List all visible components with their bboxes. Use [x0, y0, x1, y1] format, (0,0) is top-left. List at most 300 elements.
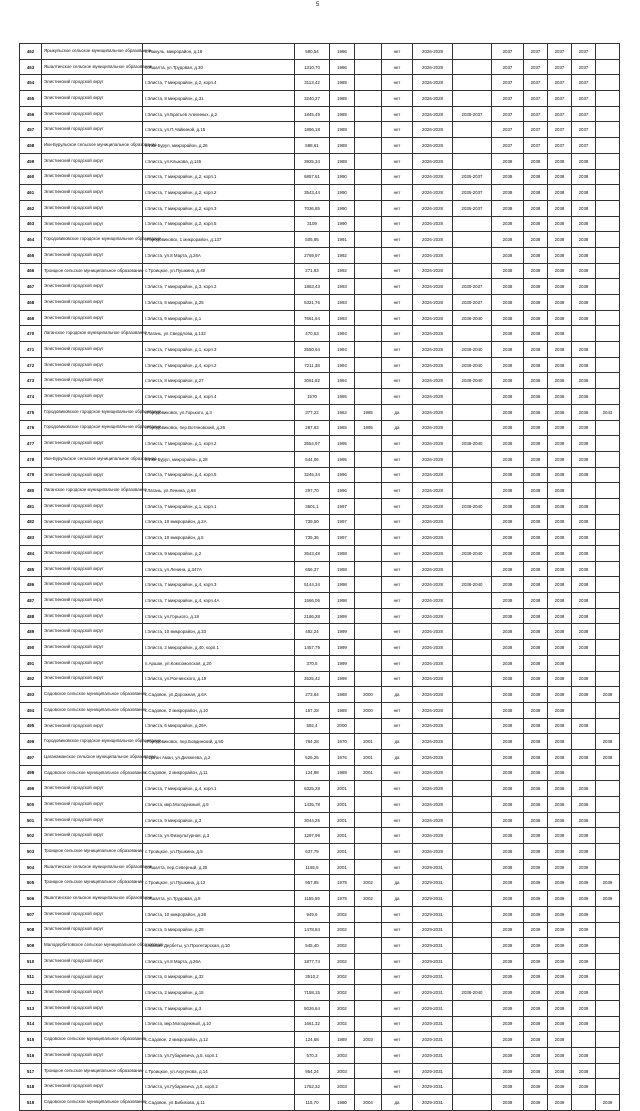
table-row [20, 326, 620, 342]
cell-repair-period: 2026-2028 [413, 263, 453, 279]
cell-work-year-5 [596, 844, 620, 860]
cell-row-number: 457 [20, 122, 42, 138]
cell-year-built: 1979 [330, 875, 355, 891]
cell-emergency-flag: нет [382, 546, 413, 562]
cell-work-year-2: 2038 [524, 765, 548, 781]
cell-repair-period: 2026-2028 [413, 687, 453, 703]
cell-address: с.Троицкое, ул.Пушкина, д.5 [143, 844, 295, 860]
cell-repeat-period [453, 263, 492, 279]
cell-work-year-3: 2038 [548, 389, 572, 405]
cell-repeat-period [453, 420, 492, 436]
cell-repeat-period [453, 781, 492, 797]
cell-repair-period: 2026-2028 [413, 326, 453, 342]
cell-municipality: Ики-Бурульское сельское муниципальное образование [42, 138, 143, 154]
cell-repeat-period [453, 232, 492, 248]
cell-repeat-period [453, 91, 492, 107]
cell-work-year-3: 2039 [548, 985, 572, 1001]
cell-work-year-3: 2037 [548, 91, 572, 107]
cell-emergency-flag: нет [382, 514, 413, 530]
cell-work-year-1: 2038 [492, 404, 524, 420]
cell-row-number: 507 [20, 906, 42, 922]
cell-work-year-5 [596, 1048, 620, 1064]
cell-year-reconstructed [355, 263, 382, 279]
cell-row-number: 463 [20, 216, 42, 232]
cell-year-reconstructed [355, 859, 382, 875]
cell-area: 1863,43 [295, 279, 330, 295]
cell-year-built: 1989 [330, 702, 355, 718]
cell-work-year-4: 2038 [572, 310, 596, 326]
cell-repeat-period [453, 247, 492, 263]
cell-work-year-4: 2039 [572, 1079, 596, 1095]
cell-repair-period: 2026-2028 [413, 59, 453, 75]
cell-address: г.Элиста, 10 микрорайон, д.38 [143, 906, 295, 922]
cell-address: г.Лагань, ул.Свердлова, д.132 [143, 326, 295, 342]
cell-work-year-4: 2038 [572, 373, 596, 389]
cell-work-year-3: 2039 [548, 1000, 572, 1016]
cell-year-built: 2003 [330, 1079, 355, 1095]
cell-emergency-flag: нет [382, 389, 413, 405]
cell-work-year-3: 2038 [548, 451, 572, 467]
cell-emergency-flag: нет [382, 436, 413, 452]
cell-address: г.Элиста, 7 микрорайон, д.4, корп.2 [143, 357, 295, 373]
cell-work-year-4: 2038 [572, 687, 596, 703]
cell-area: 377,22 [295, 404, 330, 420]
cell-area: 1896,18 [295, 122, 330, 138]
cell-year-built: 1992 [330, 263, 355, 279]
cell-work-year-1: 2039 [492, 1079, 524, 1095]
cell-year-built: 2000 [330, 718, 355, 734]
cell-address: г.Элиста, 7 микрорайон, д.3, корп.2 [143, 279, 295, 295]
cell-work-year-5: 2038 [596, 749, 620, 765]
cell-work-year-1: 2038 [492, 232, 524, 248]
table-row [20, 922, 620, 938]
cell-row-number: 498 [20, 765, 42, 781]
cell-work-year-4: 2038 [572, 200, 596, 216]
cell-work-year-3: 2038 [548, 624, 572, 640]
cell-area: 1297,99 [295, 828, 330, 844]
table-row [20, 389, 620, 405]
cell-year-reconstructed [355, 247, 382, 263]
cell-year-reconstructed [355, 608, 382, 624]
cell-year-reconstructed [355, 1079, 382, 1095]
cell-work-year-5 [596, 718, 620, 734]
cell-address: г.Элиста, 8 микрорайон, д.31 [143, 91, 295, 107]
cell-address: г.Элиста, ул.Горького, д.18 [143, 608, 295, 624]
cell-area: 954,24 [295, 1063, 330, 1079]
cell-work-year-5 [596, 577, 620, 593]
cell-year-reconstructed [355, 1000, 382, 1016]
cell-municipality: Элистинский городской округ [42, 357, 143, 373]
cell-work-year-2: 2038 [524, 655, 548, 671]
cell-area: 1478,84 [295, 922, 330, 938]
cell-work-year-1: 2039 [492, 891, 524, 907]
cell-work-year-3: 2037 [548, 122, 572, 138]
cell-work-year-1: 2038 [492, 828, 524, 844]
cell-emergency-flag: нет [382, 106, 413, 122]
cell-municipality: Троицкое сельское муниципальное образование [42, 1063, 143, 1079]
cell-work-year-3: 2039 [548, 1079, 572, 1095]
cell-emergency-flag: да [382, 734, 413, 750]
cell-work-year-5 [596, 169, 620, 185]
cell-row-number: 481 [20, 498, 42, 514]
cell-row-number: 483 [20, 530, 42, 546]
cell-row-number: 500 [20, 797, 42, 813]
cell-work-year-5 [596, 420, 620, 436]
cell-repair-period: 2026-2028 [413, 451, 453, 467]
cell-area: 3061,82 [295, 373, 330, 389]
table-row [20, 357, 620, 373]
cell-row-number: 465 [20, 247, 42, 263]
cell-repeat-period [453, 153, 492, 169]
cell-address: г.Элиста, 7 микрорайон, д.4, корп.4 [143, 389, 295, 405]
cell-area: 580,54 [295, 44, 330, 60]
cell-address: г.Элиста, 10 микрорайон, д.5 [143, 530, 295, 546]
cell-address: г.Элиста, ул.Клыкова, д.145 [143, 153, 295, 169]
cell-address: г.Элиста, 7 микрорайон, д.4, корп.1 [143, 781, 295, 797]
cell-work-year-1: 2039 [492, 938, 524, 954]
cell-work-year-5: 2039 [596, 891, 620, 907]
cell-municipality: Элистинский городской округ [42, 906, 143, 922]
cell-area: 544,06 [295, 451, 330, 467]
cell-work-year-1: 2038 [492, 200, 524, 216]
cell-work-year-3: 2038 [548, 326, 572, 342]
cell-year-reconstructed [355, 906, 382, 922]
cell-address: с.Садовое, ул.Дорожная, д.6А [143, 687, 295, 703]
cell-repair-period: 2029-2031 [413, 1095, 453, 1111]
cell-emergency-flag: нет [382, 953, 413, 969]
cell-year-built: 1989 [330, 153, 355, 169]
cell-address: г.Элиста, 6 микрорайон, д.32 [143, 969, 295, 985]
cell-work-year-1: 2038 [492, 153, 524, 169]
cell-area: 3925,34 [295, 153, 330, 169]
cell-work-year-1: 2038 [492, 498, 524, 514]
cell-work-year-1: 2038 [492, 420, 524, 436]
cell-repair-period: 2026-2028 [413, 75, 453, 91]
cell-year-built: 1990 [330, 216, 355, 232]
cell-work-year-5 [596, 200, 620, 216]
cell-work-year-1: 2038 [492, 247, 524, 263]
cell-work-year-5 [596, 263, 620, 279]
cell-municipality: Садовское сельское муниципальное образование [42, 702, 143, 718]
cell-year-reconstructed [355, 483, 382, 499]
cell-municipality: Ики-Бурульское сельское муниципальное образование [42, 451, 143, 467]
cell-repeat-period: 2038-2040 [453, 357, 492, 373]
cell-year-built: 1994 [330, 342, 355, 358]
cell-emergency-flag: нет [382, 640, 413, 656]
cell-address: п.Ики-Бурул, микрорайон, д.26 [143, 138, 295, 154]
cell-address: г.Городовиковск, пер.Бовдинский, д.50 [143, 734, 295, 750]
cell-emergency-flag: нет [382, 342, 413, 358]
cell-repair-period: 2026-2028 [413, 828, 453, 844]
cell-year-reconstructed: 2004 [355, 1095, 382, 1111]
cell-repair-period: 2029-2031 [413, 938, 453, 954]
cell-row-number: 477 [20, 436, 42, 452]
cell-municipality: Элистинский городской округ [42, 781, 143, 797]
table-row [20, 781, 620, 797]
cell-address: г.Элиста, 7 микрорайон, д.4, корп.5 [143, 467, 295, 483]
cell-address: г.Элиста, ул.Рокчинского, д.19 [143, 671, 295, 687]
table-row [20, 687, 620, 703]
cell-municipality: Яшалтинское сельское муниципальное образование [42, 59, 143, 75]
cell-work-year-4: 2038 [572, 357, 596, 373]
cell-repair-period: 2026-2028 [413, 357, 453, 373]
table-row [20, 342, 620, 358]
cell-repair-period: 2026-2028 [413, 483, 453, 499]
cell-row-number: 491 [20, 655, 42, 671]
cell-work-year-5 [596, 357, 620, 373]
cell-repeat-period [453, 608, 492, 624]
cell-year-reconstructed [355, 593, 382, 609]
cell-repair-period: 2026-2028 [413, 310, 453, 326]
cell-work-year-1: 2038 [492, 593, 524, 609]
cell-work-year-2: 2038 [524, 530, 548, 546]
cell-municipality: Элистинский городской округ [42, 812, 143, 828]
cell-work-year-1: 2038 [492, 467, 524, 483]
cell-address: г.Элиста, 9 микрорайон, д.1 [143, 310, 295, 326]
cell-year-built: 1994 [330, 326, 355, 342]
cell-row-number: 473 [20, 373, 42, 389]
cell-emergency-flag: нет [382, 59, 413, 75]
cell-work-year-5 [596, 310, 620, 326]
cell-work-year-3: 2038 [548, 483, 572, 499]
cell-year-reconstructed: 2001 [355, 749, 382, 765]
cell-work-year-1: 2038 [492, 797, 524, 813]
cell-row-number: 506 [20, 891, 42, 907]
cell-municipality: Элистинский городской округ [42, 530, 143, 546]
cell-work-year-4: 2039 [572, 891, 596, 907]
cell-row-number: 516 [20, 1048, 42, 1064]
cell-work-year-2: 2038 [524, 451, 548, 467]
cell-row-number: 479 [20, 467, 42, 483]
cell-repair-period: 2029-2031 [413, 875, 453, 891]
cell-emergency-flag: нет [382, 577, 413, 593]
cell-work-year-2: 2039 [524, 1063, 548, 1079]
cell-year-reconstructed [355, 1016, 382, 1032]
cell-address: г.Элиста, 7 микрорайон, д.3 [143, 1000, 295, 1016]
cell-work-year-5 [596, 1000, 620, 1016]
cell-work-year-1: 2038 [492, 812, 524, 828]
cell-work-year-4: 2037 [572, 75, 596, 91]
cell-work-year-1: 2038 [492, 640, 524, 656]
cell-work-year-4 [572, 765, 596, 781]
cell-work-year-2: 2038 [524, 436, 548, 452]
cell-year-built: 1997 [330, 530, 355, 546]
cell-work-year-3: 2038 [548, 263, 572, 279]
cell-work-year-3: 2038 [548, 608, 572, 624]
cell-municipality: Элистинский городской округ [42, 279, 143, 295]
cell-municipality: Элистинский городской округ [42, 153, 143, 169]
cell-address: г.Элиста, 10 микрорайон, д.33 [143, 624, 295, 640]
cell-year-reconstructed [355, 232, 382, 248]
cell-address: п.Аршан, ул.Комсомолская, д.20 [143, 655, 295, 671]
cell-municipality: Лаганское городское муниципальное образование [42, 483, 143, 499]
cell-work-year-4: 2039 [572, 922, 596, 938]
cell-year-reconstructed [355, 655, 382, 671]
cell-work-year-1: 2038 [492, 357, 524, 373]
cell-work-year-4: 2038 [572, 404, 596, 420]
cell-area: 545,40 [295, 938, 330, 954]
cell-municipality: Элистинский городской округ [42, 247, 143, 263]
cell-row-number: 475 [20, 404, 42, 420]
cell-repair-period: 2026-2028 [413, 577, 453, 593]
cell-year-reconstructed [355, 153, 382, 169]
cell-work-year-2: 2038 [524, 247, 548, 263]
cell-municipality: Элистинский городской округ [42, 655, 143, 671]
cell-repair-period: 2029-2031 [413, 1063, 453, 1079]
cell-address: с.Садовое, 2 микрорайон, д.10 [143, 702, 295, 718]
cell-row-number: 492 [20, 671, 42, 687]
cell-address: с.Троицкое, ул.Пушкина, д.13 [143, 875, 295, 891]
cell-year-reconstructed [355, 498, 382, 514]
cell-work-year-3: 2038 [548, 247, 572, 263]
cell-work-year-1: 2038 [492, 326, 524, 342]
cell-work-year-5 [596, 781, 620, 797]
cell-work-year-3: 2038 [548, 153, 572, 169]
cell-year-reconstructed [355, 781, 382, 797]
table-row [20, 436, 620, 452]
cell-municipality: Лаганское городское муниципальное образование [42, 326, 143, 342]
cell-emergency-flag: да [382, 687, 413, 703]
cell-municipality: Элистинский городской округ [42, 593, 143, 609]
cell-work-year-4: 2038 [572, 263, 596, 279]
cell-row-number: 460 [20, 169, 42, 185]
cell-row-number: 499 [20, 781, 42, 797]
table-row [20, 1048, 620, 1064]
cell-work-year-4: 2037 [572, 44, 596, 60]
cell-row-number: 495 [20, 718, 42, 734]
cell-area: 526,25 [295, 749, 330, 765]
cell-work-year-4: 2038 [572, 216, 596, 232]
cell-area: 570,3 [295, 1048, 330, 1064]
cell-year-reconstructed [355, 436, 382, 452]
cell-address: г.Элиста, 7 микрорайон, д.2, корп.3 [143, 200, 295, 216]
cell-work-year-4 [572, 326, 596, 342]
cell-emergency-flag: нет [382, 828, 413, 844]
cell-repeat-period [453, 1063, 492, 1079]
cell-emergency-flag: нет [382, 216, 413, 232]
cell-work-year-2: 2038 [524, 687, 548, 703]
cell-area: 3543,44 [295, 185, 330, 201]
cell-row-number: 497 [20, 749, 42, 765]
cell-work-year-2: 2038 [524, 577, 548, 593]
cell-work-year-5 [596, 812, 620, 828]
cell-repair-period: 2026-2028 [413, 44, 453, 60]
cell-work-year-4: 2038 [572, 295, 596, 311]
cell-repair-period: 2026-2028 [413, 216, 453, 232]
cell-emergency-flag: нет [382, 781, 413, 797]
cell-address: г.Элиста, ул.8 Марта, д.26А [143, 953, 295, 969]
cell-work-year-1: 2039 [492, 922, 524, 938]
cell-work-year-3: 2039 [548, 969, 572, 985]
cell-address: г.Элиста, 8 микрорайон, д.25 [143, 295, 295, 311]
cell-year-built: 2002 [330, 985, 355, 1001]
table-row [20, 859, 620, 875]
cell-emergency-flag: нет [382, 797, 413, 813]
cell-emergency-flag: нет [382, 608, 413, 624]
cell-address: г.Элиста, 7 микрорайон, д.2, корп.2 [143, 185, 295, 201]
cell-work-year-2: 2039 [524, 859, 548, 875]
cell-row-number: 471 [20, 342, 42, 358]
cell-municipality: Элистинский городской округ [42, 577, 143, 593]
cell-row-number: 503 [20, 844, 42, 860]
cell-work-year-2: 2037 [524, 122, 548, 138]
cell-emergency-flag: нет [382, 702, 413, 718]
cell-area: 1877,74 [295, 953, 330, 969]
cell-year-built: 1994 [330, 357, 355, 373]
cell-work-year-3: 2038 [548, 734, 572, 750]
cell-repeat-period [453, 1032, 492, 1048]
table-row [20, 185, 620, 201]
cell-work-year-4: 2038 [572, 247, 596, 263]
cell-row-number: 502 [20, 828, 42, 844]
cell-work-year-2: 2038 [524, 546, 548, 562]
cell-work-year-4: 2039 [572, 985, 596, 1001]
cell-repair-period: 2026-2028 [413, 138, 453, 154]
cell-repeat-period [453, 812, 492, 828]
cell-address: с.Троицкое, ул.Ахугунова, д.14 [143, 1063, 295, 1079]
cell-row-number: 453 [20, 59, 42, 75]
cell-repair-period: 2026-2028 [413, 185, 453, 201]
cell-work-year-3: 2038 [548, 357, 572, 373]
cell-address: г.Элиста, 7 микрорайон, д.1, корп.3 [143, 342, 295, 358]
cell-year-built: 1965 [330, 420, 355, 436]
cell-area: 1752,32 [295, 1079, 330, 1095]
cell-work-year-1: 2038 [492, 608, 524, 624]
cell-work-year-5 [596, 483, 620, 499]
cell-emergency-flag: нет [382, 232, 413, 248]
cell-work-year-3: 2038 [548, 749, 572, 765]
cell-repeat-period [453, 75, 492, 91]
cell-work-year-2: 2038 [524, 342, 548, 358]
table-row [20, 514, 620, 530]
cell-year-built: 1995 [330, 389, 355, 405]
cell-work-year-3: 2038 [548, 844, 572, 860]
cell-work-year-5 [596, 389, 620, 405]
cell-area: 3601,1 [295, 498, 330, 514]
cell-emergency-flag: нет [382, 906, 413, 922]
cell-work-year-1: 2038 [492, 671, 524, 687]
cell-work-year-2: 2038 [524, 216, 548, 232]
cell-year-reconstructed [355, 640, 382, 656]
cell-work-year-3: 2038 [548, 373, 572, 389]
cell-work-year-2: 2038 [524, 389, 548, 405]
cell-year-built: 2002 [330, 953, 355, 969]
cell-emergency-flag: нет [382, 718, 413, 734]
table-row [20, 1016, 620, 1032]
cell-municipality: Городовиковское городское муниципальное образование [42, 420, 143, 436]
cell-work-year-1: 2037 [492, 122, 524, 138]
cell-area: 3044,25 [295, 812, 330, 828]
cell-repair-period: 2029-2031 [413, 891, 453, 907]
cell-address: г.Элиста, 7 микрорайон, д.4, корп.3 [143, 577, 295, 593]
cell-repair-period: 2026-2028 [413, 640, 453, 656]
cell-work-year-2: 2038 [524, 781, 548, 797]
cell-work-year-4 [572, 702, 596, 718]
cell-work-year-5 [596, 451, 620, 467]
cell-emergency-flag: да [382, 404, 413, 420]
table-row [20, 420, 620, 436]
cell-row-number: 482 [20, 514, 42, 530]
cell-year-built: 1997 [330, 514, 355, 530]
cell-row-number: 511 [20, 969, 42, 985]
cell-repeat-period [453, 953, 492, 969]
cell-year-reconstructed: 2000 [355, 702, 382, 718]
cell-address: г.Элиста, 7 микрорайон, д.2, корп.5 [143, 216, 295, 232]
cell-row-number: 467 [20, 279, 42, 295]
cell-year-reconstructed [355, 969, 382, 985]
cell-year-built: 2001 [330, 812, 355, 828]
cell-row-number: 466 [20, 263, 42, 279]
